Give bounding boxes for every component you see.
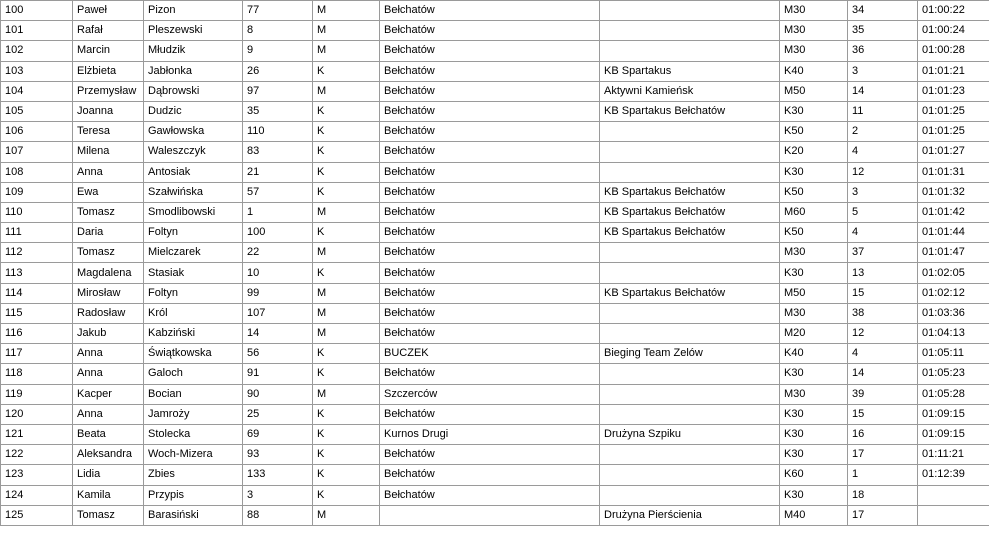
first-name-cell[interactable]: Paweł xyxy=(73,1,144,21)
category-place-cell[interactable]: 34 xyxy=(848,1,918,21)
bib-number-cell[interactable]: 133 xyxy=(243,465,313,485)
club-cell[interactable]: Aktywni Kamieńsk xyxy=(600,81,780,101)
bib-number-cell[interactable]: 57 xyxy=(243,182,313,202)
category-place-cell[interactable]: 36 xyxy=(848,41,918,61)
finish-time-cell[interactable]: 01:02:05 xyxy=(918,263,989,283)
row-number-cell[interactable]: 110 xyxy=(1,202,73,222)
table-row[interactable] xyxy=(1,1,989,21)
row-number-cell[interactable]: 122 xyxy=(1,445,73,465)
bib-number-cell[interactable]: 25 xyxy=(243,404,313,424)
finish-time-cell[interactable]: 01:01:47 xyxy=(918,243,989,263)
last-name-cell[interactable]: Galoch xyxy=(144,364,243,384)
first-name-cell[interactable]: Milena xyxy=(73,142,144,162)
club-cell[interactable] xyxy=(600,263,780,283)
sex-cell[interactable]: M xyxy=(313,283,380,303)
first-name-cell[interactable]: Lidia xyxy=(73,465,144,485)
city-cell[interactable]: Bełchatów xyxy=(380,162,600,182)
last-name-cell[interactable]: Pizon xyxy=(144,1,243,21)
category-place-cell[interactable]: 11 xyxy=(848,101,918,121)
last-name-cell[interactable]: Foltyn xyxy=(144,283,243,303)
bib-number-cell[interactable]: 93 xyxy=(243,445,313,465)
bib-number-cell[interactable]: 100 xyxy=(243,223,313,243)
bib-number-cell[interactable]: 8 xyxy=(243,21,313,41)
row-number-cell[interactable]: 116 xyxy=(1,324,73,344)
category-cell[interactable]: K50 xyxy=(780,122,848,142)
finish-time-cell[interactable]: 01:09:15 xyxy=(918,404,989,424)
last-name-cell[interactable]: Kabziński xyxy=(144,324,243,344)
row-number-cell[interactable]: 109 xyxy=(1,182,73,202)
table-row[interactable] xyxy=(1,263,989,283)
sex-cell[interactable]: M xyxy=(313,243,380,263)
finish-time-cell[interactable]: 01:12:39 xyxy=(918,465,989,485)
finish-time-cell[interactable]: 01:01:25 xyxy=(918,122,989,142)
club-cell[interactable] xyxy=(600,404,780,424)
finish-time-cell[interactable]: 01:11:21 xyxy=(918,445,989,465)
city-cell[interactable] xyxy=(380,505,600,525)
category-cell[interactable]: M20 xyxy=(780,324,848,344)
first-name-cell[interactable]: Kacper xyxy=(73,384,144,404)
sex-cell[interactable]: M xyxy=(313,21,380,41)
first-name-cell[interactable]: Rafał xyxy=(73,21,144,41)
last-name-cell[interactable]: Król xyxy=(144,303,243,323)
category-cell[interactable]: M30 xyxy=(780,243,848,263)
bib-number-cell[interactable]: 14 xyxy=(243,324,313,344)
last-name-cell[interactable]: Bocian xyxy=(144,384,243,404)
row-number-cell[interactable]: 112 xyxy=(1,243,73,263)
row-number-cell[interactable]: 125 xyxy=(1,505,73,525)
table-row[interactable] xyxy=(1,162,989,182)
sex-cell[interactable]: M xyxy=(313,1,380,21)
table-row[interactable] xyxy=(1,142,989,162)
sex-cell[interactable]: K xyxy=(313,162,380,182)
bib-number-cell[interactable]: 69 xyxy=(243,424,313,444)
category-cell[interactable]: K30 xyxy=(780,162,848,182)
last-name-cell[interactable]: Dąbrowski xyxy=(144,81,243,101)
row-number-cell[interactable]: 119 xyxy=(1,384,73,404)
bib-number-cell[interactable]: 97 xyxy=(243,81,313,101)
category-cell[interactable]: M30 xyxy=(780,303,848,323)
bib-number-cell[interactable]: 91 xyxy=(243,364,313,384)
row-number-cell[interactable]: 107 xyxy=(1,142,73,162)
sex-cell[interactable]: K xyxy=(313,465,380,485)
club-cell[interactable]: KB Spartakus Bełchatów xyxy=(600,202,780,222)
bib-number-cell[interactable]: 107 xyxy=(243,303,313,323)
first-name-cell[interactable]: Anna xyxy=(73,364,144,384)
category-cell[interactable]: K40 xyxy=(780,61,848,81)
table-row[interactable] xyxy=(1,303,989,323)
city-cell[interactable]: Bełchatów xyxy=(380,61,600,81)
category-place-cell[interactable]: 4 xyxy=(848,142,918,162)
bib-number-cell[interactable]: 21 xyxy=(243,162,313,182)
sex-cell[interactable]: M xyxy=(313,81,380,101)
category-place-cell[interactable]: 12 xyxy=(848,162,918,182)
first-name-cell[interactable]: Jakub xyxy=(73,324,144,344)
row-number-cell[interactable]: 118 xyxy=(1,364,73,384)
last-name-cell[interactable]: Foltyn xyxy=(144,223,243,243)
row-number-cell[interactable]: 101 xyxy=(1,21,73,41)
category-cell[interactable]: M30 xyxy=(780,41,848,61)
table-row[interactable] xyxy=(1,81,989,101)
first-name-cell[interactable]: Tomasz xyxy=(73,243,144,263)
sex-cell[interactable]: K xyxy=(313,364,380,384)
table-row[interactable] xyxy=(1,364,989,384)
first-name-cell[interactable]: Tomasz xyxy=(73,505,144,525)
row-number-cell[interactable]: 100 xyxy=(1,1,73,21)
category-place-cell[interactable]: 16 xyxy=(848,424,918,444)
table-row[interactable] xyxy=(1,243,989,263)
category-place-cell[interactable]: 4 xyxy=(848,344,918,364)
city-cell[interactable]: Bełchatów xyxy=(380,303,600,323)
row-number-cell[interactable]: 105 xyxy=(1,101,73,121)
city-cell[interactable]: Bełchatów xyxy=(380,324,600,344)
table-row[interactable] xyxy=(1,324,989,344)
finish-time-cell[interactable]: 01:00:22 xyxy=(918,1,989,21)
last-name-cell[interactable]: Jamroży xyxy=(144,404,243,424)
row-number-cell[interactable]: 102 xyxy=(1,41,73,61)
city-cell[interactable]: Bełchatów xyxy=(380,21,600,41)
category-cell[interactable]: M30 xyxy=(780,21,848,41)
first-name-cell[interactable]: Anna xyxy=(73,404,144,424)
first-name-cell[interactable]: Mirosław xyxy=(73,283,144,303)
category-place-cell[interactable]: 39 xyxy=(848,384,918,404)
last-name-cell[interactable]: Stolecka xyxy=(144,424,243,444)
city-cell[interactable]: Bełchatów xyxy=(380,101,600,121)
sex-cell[interactable]: M xyxy=(313,384,380,404)
category-cell[interactable]: M50 xyxy=(780,283,848,303)
last-name-cell[interactable]: Mielczarek xyxy=(144,243,243,263)
city-cell[interactable]: Bełchatów xyxy=(380,263,600,283)
bib-number-cell[interactable]: 99 xyxy=(243,283,313,303)
club-cell[interactable] xyxy=(600,21,780,41)
sex-cell[interactable]: K xyxy=(313,122,380,142)
table-row[interactable] xyxy=(1,41,989,61)
category-place-cell[interactable]: 14 xyxy=(848,364,918,384)
category-place-cell[interactable]: 3 xyxy=(848,182,918,202)
category-cell[interactable]: M40 xyxy=(780,505,848,525)
city-cell[interactable]: Kurnos Drugi xyxy=(380,424,600,444)
city-cell[interactable]: Bełchatów xyxy=(380,81,600,101)
finish-time-cell[interactable]: 01:05:23 xyxy=(918,364,989,384)
category-place-cell[interactable]: 13 xyxy=(848,263,918,283)
club-cell[interactable] xyxy=(600,364,780,384)
bib-number-cell[interactable]: 3 xyxy=(243,485,313,505)
first-name-cell[interactable]: Tomasz xyxy=(73,202,144,222)
category-cell[interactable]: K30 xyxy=(780,424,848,444)
last-name-cell[interactable]: Dudzic xyxy=(144,101,243,121)
club-cell[interactable] xyxy=(600,384,780,404)
category-place-cell[interactable]: 3 xyxy=(848,61,918,81)
category-place-cell[interactable]: 14 xyxy=(848,81,918,101)
table-row[interactable] xyxy=(1,61,989,81)
row-number-cell[interactable]: 104 xyxy=(1,81,73,101)
city-cell[interactable]: Bełchatów xyxy=(380,202,600,222)
first-name-cell[interactable]: Przemysław xyxy=(73,81,144,101)
last-name-cell[interactable]: Zbies xyxy=(144,465,243,485)
category-cell[interactable]: K50 xyxy=(780,182,848,202)
row-number-cell[interactable]: 120 xyxy=(1,404,73,424)
sex-cell[interactable]: K xyxy=(313,182,380,202)
city-cell[interactable]: Bełchatów xyxy=(380,465,600,485)
category-place-cell[interactable]: 35 xyxy=(848,21,918,41)
club-cell[interactable]: KB Spartakus Bełchatów xyxy=(600,223,780,243)
bib-number-cell[interactable]: 26 xyxy=(243,61,313,81)
city-cell[interactable]: Bełchatów xyxy=(380,404,600,424)
category-place-cell[interactable]: 37 xyxy=(848,243,918,263)
sex-cell[interactable]: K xyxy=(313,61,380,81)
category-place-cell[interactable]: 18 xyxy=(848,485,918,505)
finish-time-cell[interactable]: 01:02:12 xyxy=(918,283,989,303)
city-cell[interactable]: BUCZEK xyxy=(380,344,600,364)
bib-number-cell[interactable]: 1 xyxy=(243,202,313,222)
bib-number-cell[interactable]: 90 xyxy=(243,384,313,404)
row-number-cell[interactable]: 121 xyxy=(1,424,73,444)
sex-cell[interactable]: M xyxy=(313,41,380,61)
club-cell[interactable] xyxy=(600,324,780,344)
row-number-cell[interactable]: 123 xyxy=(1,465,73,485)
table-row[interactable] xyxy=(1,122,989,142)
category-place-cell[interactable]: 5 xyxy=(848,202,918,222)
club-cell[interactable]: Bieging Team Zelów xyxy=(600,344,780,364)
category-place-cell[interactable]: 15 xyxy=(848,283,918,303)
club-cell[interactable] xyxy=(600,445,780,465)
table-row[interactable] xyxy=(1,21,989,41)
club-cell[interactable] xyxy=(600,485,780,505)
club-cell[interactable]: KB Spartakus Bełchatów xyxy=(600,101,780,121)
first-name-cell[interactable]: Joanna xyxy=(73,101,144,121)
category-place-cell[interactable]: 17 xyxy=(848,445,918,465)
first-name-cell[interactable]: Magdalena xyxy=(73,263,144,283)
bib-number-cell[interactable]: 88 xyxy=(243,505,313,525)
category-place-cell[interactable]: 1 xyxy=(848,465,918,485)
finish-time-cell[interactable]: 01:01:23 xyxy=(918,81,989,101)
category-cell[interactable]: M30 xyxy=(780,1,848,21)
finish-time-cell[interactable]: 01:04:13 xyxy=(918,324,989,344)
category-cell[interactable]: K30 xyxy=(780,485,848,505)
row-number-cell[interactable]: 111 xyxy=(1,223,73,243)
finish-time-cell[interactable]: 01:05:28 xyxy=(918,384,989,404)
table-row[interactable] xyxy=(1,202,989,222)
first-name-cell[interactable]: Teresa xyxy=(73,122,144,142)
category-cell[interactable]: M50 xyxy=(780,81,848,101)
finish-time-cell[interactable] xyxy=(918,485,989,505)
club-cell[interactable] xyxy=(600,162,780,182)
city-cell[interactable]: Bełchatów xyxy=(380,364,600,384)
sex-cell[interactable]: K xyxy=(313,344,380,364)
city-cell[interactable]: Bełchatów xyxy=(380,445,600,465)
category-cell[interactable]: K30 xyxy=(780,445,848,465)
category-place-cell[interactable]: 17 xyxy=(848,505,918,525)
city-cell[interactable]: Bełchatów xyxy=(380,142,600,162)
bib-number-cell[interactable]: 9 xyxy=(243,41,313,61)
finish-time-cell[interactable]: 01:01:42 xyxy=(918,202,989,222)
club-cell[interactable] xyxy=(600,41,780,61)
city-cell[interactable]: Bełchatów xyxy=(380,122,600,142)
category-cell[interactable]: M60 xyxy=(780,202,848,222)
club-cell[interactable] xyxy=(600,303,780,323)
last-name-cell[interactable]: Waleszczyk xyxy=(144,142,243,162)
finish-time-cell[interactable]: 01:00:28 xyxy=(918,41,989,61)
finish-time-cell[interactable]: 01:09:15 xyxy=(918,424,989,444)
bib-number-cell[interactable]: 10 xyxy=(243,263,313,283)
category-place-cell[interactable]: 12 xyxy=(848,324,918,344)
row-number-cell[interactable]: 124 xyxy=(1,485,73,505)
bib-number-cell[interactable]: 56 xyxy=(243,344,313,364)
category-cell[interactable]: K20 xyxy=(780,142,848,162)
city-cell[interactable]: Bełchatów xyxy=(380,485,600,505)
last-name-cell[interactable]: Młudzik xyxy=(144,41,243,61)
table-row[interactable] xyxy=(1,182,989,202)
row-number-cell[interactable]: 108 xyxy=(1,162,73,182)
finish-time-cell[interactable]: 01:00:24 xyxy=(918,21,989,41)
finish-time-cell[interactable]: 01:01:31 xyxy=(918,162,989,182)
row-number-cell[interactable]: 103 xyxy=(1,61,73,81)
club-cell[interactable]: Drużyna Szpiku xyxy=(600,424,780,444)
sex-cell[interactable]: M xyxy=(313,324,380,344)
finish-time-cell[interactable]: 01:03:36 xyxy=(918,303,989,323)
table-row[interactable] xyxy=(1,465,989,485)
sex-cell[interactable]: M xyxy=(313,303,380,323)
first-name-cell[interactable]: Anna xyxy=(73,162,144,182)
last-name-cell[interactable]: Gawłowska xyxy=(144,122,243,142)
sex-cell[interactable]: K xyxy=(313,223,380,243)
table-row[interactable] xyxy=(1,344,989,364)
sex-cell[interactable]: K xyxy=(313,485,380,505)
sex-cell[interactable]: M xyxy=(313,202,380,222)
last-name-cell[interactable]: Woch-Mizera xyxy=(144,445,243,465)
sex-cell[interactable]: K xyxy=(313,101,380,121)
last-name-cell[interactable]: Szałwińska xyxy=(144,182,243,202)
category-cell[interactable]: K30 xyxy=(780,404,848,424)
last-name-cell[interactable]: Stasiak xyxy=(144,263,243,283)
table-row[interactable] xyxy=(1,283,989,303)
category-cell[interactable]: K30 xyxy=(780,263,848,283)
city-cell[interactable]: Bełchatów xyxy=(380,243,600,263)
row-number-cell[interactable]: 113 xyxy=(1,263,73,283)
category-place-cell[interactable]: 38 xyxy=(848,303,918,323)
results-table-body xyxy=(1,1,989,526)
finish-time-cell[interactable]: 01:01:27 xyxy=(918,142,989,162)
category-place-cell[interactable]: 15 xyxy=(848,404,918,424)
category-cell[interactable]: K30 xyxy=(780,101,848,121)
first-name-cell[interactable]: Ewa xyxy=(73,182,144,202)
city-cell[interactable]: Szczerców xyxy=(380,384,600,404)
last-name-cell[interactable]: Przypis xyxy=(144,485,243,505)
city-cell[interactable]: Bełchatów xyxy=(380,223,600,243)
club-cell[interactable] xyxy=(600,465,780,485)
sex-cell[interactable]: K xyxy=(313,424,380,444)
club-cell[interactable] xyxy=(600,1,780,21)
table-row[interactable] xyxy=(1,404,989,424)
bib-number-cell[interactable]: 110 xyxy=(243,122,313,142)
finish-time-cell[interactable] xyxy=(918,505,989,525)
category-cell[interactable]: K30 xyxy=(780,364,848,384)
club-cell[interactable] xyxy=(600,122,780,142)
first-name-cell[interactable]: Marcin xyxy=(73,41,144,61)
category-cell[interactable]: K50 xyxy=(780,223,848,243)
city-cell[interactable]: Bełchatów xyxy=(380,1,600,21)
city-cell[interactable]: Bełchatów xyxy=(380,41,600,61)
bib-number-cell[interactable]: 22 xyxy=(243,243,313,263)
club-cell[interactable]: KB Spartakus Bełchatów xyxy=(600,182,780,202)
category-place-cell[interactable]: 2 xyxy=(848,122,918,142)
table-row[interactable] xyxy=(1,101,989,121)
table-row[interactable] xyxy=(1,505,989,525)
first-name-cell[interactable]: Anna xyxy=(73,344,144,364)
table-row[interactable] xyxy=(1,424,989,444)
category-cell[interactable]: K60 xyxy=(780,465,848,485)
finish-time-cell[interactable]: 01:01:32 xyxy=(918,182,989,202)
last-name-cell[interactable]: Pleszewski xyxy=(144,21,243,41)
table-row[interactable] xyxy=(1,445,989,465)
table-row[interactable] xyxy=(1,485,989,505)
first-name-cell[interactable]: Radosław xyxy=(73,303,144,323)
club-cell[interactable] xyxy=(600,142,780,162)
first-name-cell[interactable]: Daria xyxy=(73,223,144,243)
club-cell[interactable]: KB Spartakus xyxy=(600,61,780,81)
last-name-cell[interactable]: Świątkowska xyxy=(144,344,243,364)
row-number-cell[interactable]: 117 xyxy=(1,344,73,364)
club-cell[interactable]: KB Spartakus Bełchatów xyxy=(600,283,780,303)
row-number-cell[interactable]: 114 xyxy=(1,283,73,303)
row-number-cell[interactable]: 115 xyxy=(1,303,73,323)
row-number-cell[interactable]: 106 xyxy=(1,122,73,142)
finish-time-cell[interactable]: 01:01:21 xyxy=(918,61,989,81)
sex-cell[interactable]: K xyxy=(313,445,380,465)
table-row[interactable] xyxy=(1,384,989,404)
city-cell[interactable]: Bełchatów xyxy=(380,182,600,202)
category-cell[interactable]: M30 xyxy=(780,384,848,404)
club-cell[interactable]: Drużyna Pierścienia xyxy=(600,505,780,525)
category-cell[interactable]: K40 xyxy=(780,344,848,364)
sex-cell[interactable]: K xyxy=(313,404,380,424)
bib-number-cell[interactable]: 77 xyxy=(243,1,313,21)
finish-time-cell[interactable]: 01:01:25 xyxy=(918,101,989,121)
table-row[interactable] xyxy=(1,223,989,243)
category-place-cell[interactable]: 4 xyxy=(848,223,918,243)
last-name-cell[interactable]: Smodlibowski xyxy=(144,202,243,222)
bib-number-cell[interactable]: 35 xyxy=(243,101,313,121)
last-name-cell[interactable]: Jabłonka xyxy=(144,61,243,81)
city-cell[interactable]: Bełchatów xyxy=(380,283,600,303)
sex-cell[interactable]: K xyxy=(313,142,380,162)
first-name-cell[interactable]: Kamila xyxy=(73,485,144,505)
first-name-cell[interactable]: Aleksandra xyxy=(73,445,144,465)
first-name-cell[interactable]: Beata xyxy=(73,424,144,444)
last-name-cell[interactable]: Antosiak xyxy=(144,162,243,182)
bib-number-cell[interactable]: 83 xyxy=(243,142,313,162)
sex-cell[interactable]: K xyxy=(313,263,380,283)
club-cell[interactable] xyxy=(600,243,780,263)
sex-cell[interactable]: M xyxy=(313,505,380,525)
last-name-cell[interactable]: Barasiński xyxy=(144,505,243,525)
finish-time-cell[interactable]: 01:01:44 xyxy=(918,223,989,243)
first-name-cell[interactable]: Elżbieta xyxy=(73,61,144,81)
finish-time-cell[interactable]: 01:05:11 xyxy=(918,344,989,364)
